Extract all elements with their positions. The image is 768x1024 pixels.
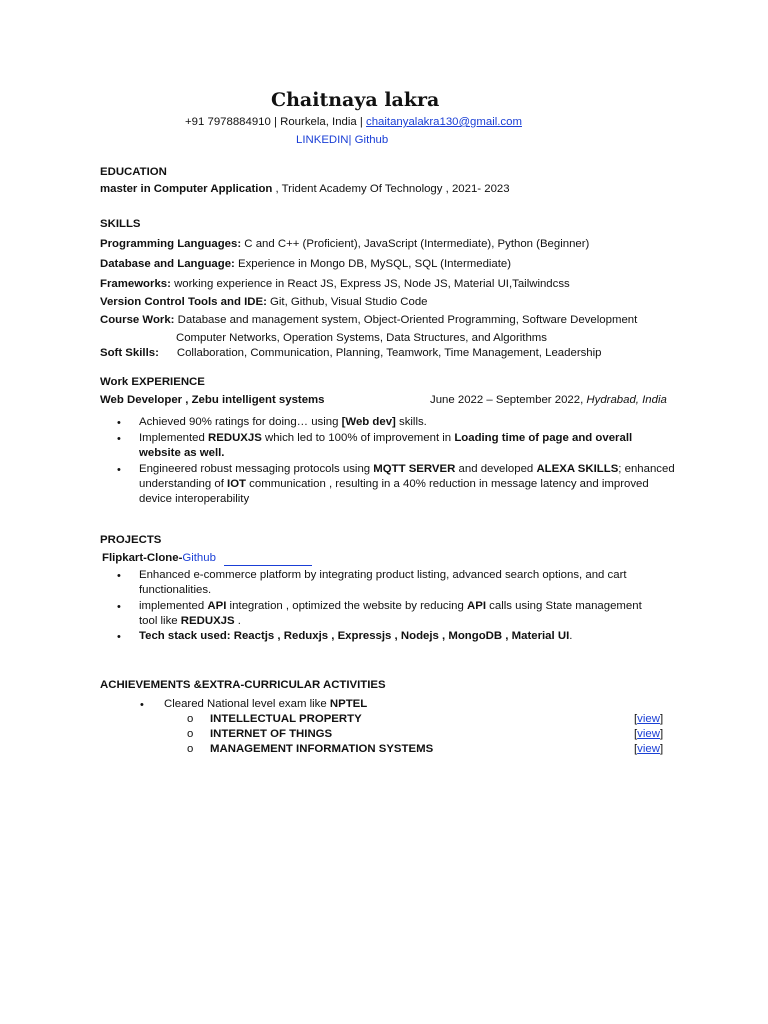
project-bullet-3 <box>139 629 572 643</box>
experience-bullet-2 <box>139 431 632 445</box>
course-name: MANAGEMENT INFORMATION SYSTEMS <box>210 743 434 755</box>
text: Engineered robust messaging protocols using <box>139 463 374 475</box>
text: Achieved 90% ratings for doing… using <box>139 416 342 428</box>
experience-bullet-3-cont-2: device interoperability <box>139 493 250 505</box>
project-bullet-1: Enhanced e-commerce platform by integrating product listing, advanced search options, and cart <box>139 569 627 581</box>
bullet-icon: • <box>117 433 121 445</box>
text: . <box>234 615 241 627</box>
project-bullet-2-cont <box>139 614 241 628</box>
skill-version-control <box>100 295 428 309</box>
skill-value: Git, Github, Visual Studio Code <box>266 296 428 308</box>
text: which led to 100% of improvement in <box>261 432 455 444</box>
projects-heading: PROJECTS <box>100 534 162 546</box>
skill-label: Frameworks: <box>100 278 171 290</box>
text-bold: REDUXJS <box>180 615 235 627</box>
circle-bullet-icon: o <box>187 743 194 755</box>
text: Cleared National level exam like <box>164 698 330 710</box>
achievements-heading: ACHIEVEMENTS &EXTRA-CURRICULAR ACTIVITIES <box>100 679 386 691</box>
skills-heading: SKILLS <box>100 218 141 230</box>
link-underline <box>224 565 312 566</box>
bullet-icon: • <box>117 464 121 476</box>
view-link[interactable]: view <box>637 713 660 725</box>
experience-bullet-1 <box>139 415 427 429</box>
text-bold: Tech stack used: Reactjs , Reduxjs , Expressjs , Nodejs , MongoDB , Material UI <box>139 630 570 642</box>
bracket: [ <box>634 743 638 755</box>
text: understanding of <box>139 478 228 490</box>
skill-frameworks <box>100 277 570 291</box>
bullet-icon: • <box>117 631 121 643</box>
course-view <box>634 742 663 756</box>
profile-links <box>296 133 388 147</box>
education-heading: EDUCATION <box>100 166 167 178</box>
text: tool like <box>139 615 181 627</box>
bullet-icon: • <box>140 699 144 711</box>
project-title <box>102 551 216 565</box>
phone-location: +91 7978884910 | Rourkela, India | <box>185 116 367 128</box>
text: skills. <box>395 416 427 428</box>
coursework-continued: Computer Networks, Operation Systems, Data Structures, and Algorithms <box>176 332 547 344</box>
job-period: June 2022 – September 2022, <box>430 394 587 406</box>
bracket: ] <box>659 713 664 725</box>
text: and developed <box>455 463 537 475</box>
bracket: [ <box>634 728 638 740</box>
skill-value: working experience in React JS, Express JS, Node JS, Material UI,Tailwindcss <box>170 278 570 290</box>
skill-database <box>100 257 511 271</box>
text-bold: IOT <box>227 478 247 490</box>
skill-value: Database and management system, Object-Oriented Programming, Software Development <box>174 314 638 326</box>
skill-label: Course Work: <box>100 314 175 326</box>
institution-years: , Trident Academy Of Technology , 2021- 2023 <box>272 183 510 195</box>
contact-line <box>185 115 522 129</box>
text-bold: REDUXJS <box>208 432 262 444</box>
skill-coursework <box>100 313 637 327</box>
skill-label: Programming Languages: <box>100 238 242 250</box>
bullet-icon: • <box>117 417 121 429</box>
skill-value: Collaboration, Communication, Planning, Teamwork, Time Management, Leadership <box>176 347 602 359</box>
project-github-link[interactable]: Github <box>182 552 216 564</box>
bullet-icon: • <box>117 601 121 613</box>
skill-soft <box>100 346 602 360</box>
experience-bullet-3-cont <box>139 477 649 491</box>
skill-label: Version Control Tools and IDE: <box>100 296 267 308</box>
text: communication , resulting in a 40% reduction in message latency and improved <box>246 478 649 490</box>
project-bullet-1-cont: functionalities. <box>139 584 212 596</box>
project-name: Flipkart-Clone- <box>102 552 183 564</box>
job-dates <box>430 393 667 407</box>
text-bold: ALEXA SKILLS <box>536 463 619 475</box>
text-bold: API <box>207 600 227 612</box>
course-view <box>634 727 663 741</box>
email-link[interactable]: chaitanyalakra130@gmail.com <box>366 116 522 128</box>
bracket: [ <box>634 713 638 725</box>
education-entry <box>100 182 510 196</box>
linkedin-link[interactable]: LINKEDIN <box>296 134 349 146</box>
course-name: INTELLECTUAL PROPERTY <box>210 713 362 725</box>
course-name: INTERNET OF THINGS <box>210 728 333 740</box>
text: implemented <box>139 600 208 612</box>
circle-bullet-icon: o <box>187 728 194 740</box>
skill-label: Database and Language: <box>100 258 235 270</box>
skill-value: C and C++ (Proficient), JavaScript (Intermediate), Python (Beginner) <box>241 238 590 250</box>
text-bold: API <box>467 600 486 612</box>
text: . <box>569 630 573 642</box>
circle-bullet-icon: o <box>187 713 194 725</box>
text: ; enhanced <box>618 463 675 475</box>
achievement-nptel <box>164 697 367 711</box>
github-link[interactable]: Github <box>354 134 389 146</box>
project-bullet-2 <box>139 599 642 613</box>
text: integration , optimized the website by reducing <box>226 600 467 612</box>
text: Implemented <box>139 432 209 444</box>
skill-value: Experience in Mongo DB, MySQL, SQL (Intermediate) <box>234 258 512 270</box>
text-bold: MQTT SERVER <box>373 463 456 475</box>
bracket: ] <box>659 743 664 755</box>
resume-name: Chaitnaya lakra <box>271 89 440 111</box>
degree: master in Computer Application <box>100 183 273 195</box>
job-location: Hydrabad, India <box>586 394 667 406</box>
text-bold: NPTEL <box>329 698 368 710</box>
experience-heading: Work EXPERIENCE <box>100 376 205 388</box>
view-link[interactable]: view <box>637 743 660 755</box>
text-bold: Loading time of page and overall <box>454 432 633 444</box>
job-role: Web Developer , Zebu intelligent systems <box>100 394 325 406</box>
bracket: ] <box>659 728 664 740</box>
skill-programming <box>100 237 589 251</box>
text: calls using State management <box>486 600 642 612</box>
link-separator: | <box>348 134 355 146</box>
experience-bullet-2-cont: website as well. <box>139 447 225 459</box>
experience-bullet-3 <box>139 462 675 476</box>
course-view <box>634 712 663 726</box>
bullet-icon: • <box>117 570 121 582</box>
view-link[interactable]: view <box>637 728 660 740</box>
text-bold: [Web dev] <box>341 416 396 428</box>
skill-label: Soft Skills: <box>100 347 159 359</box>
